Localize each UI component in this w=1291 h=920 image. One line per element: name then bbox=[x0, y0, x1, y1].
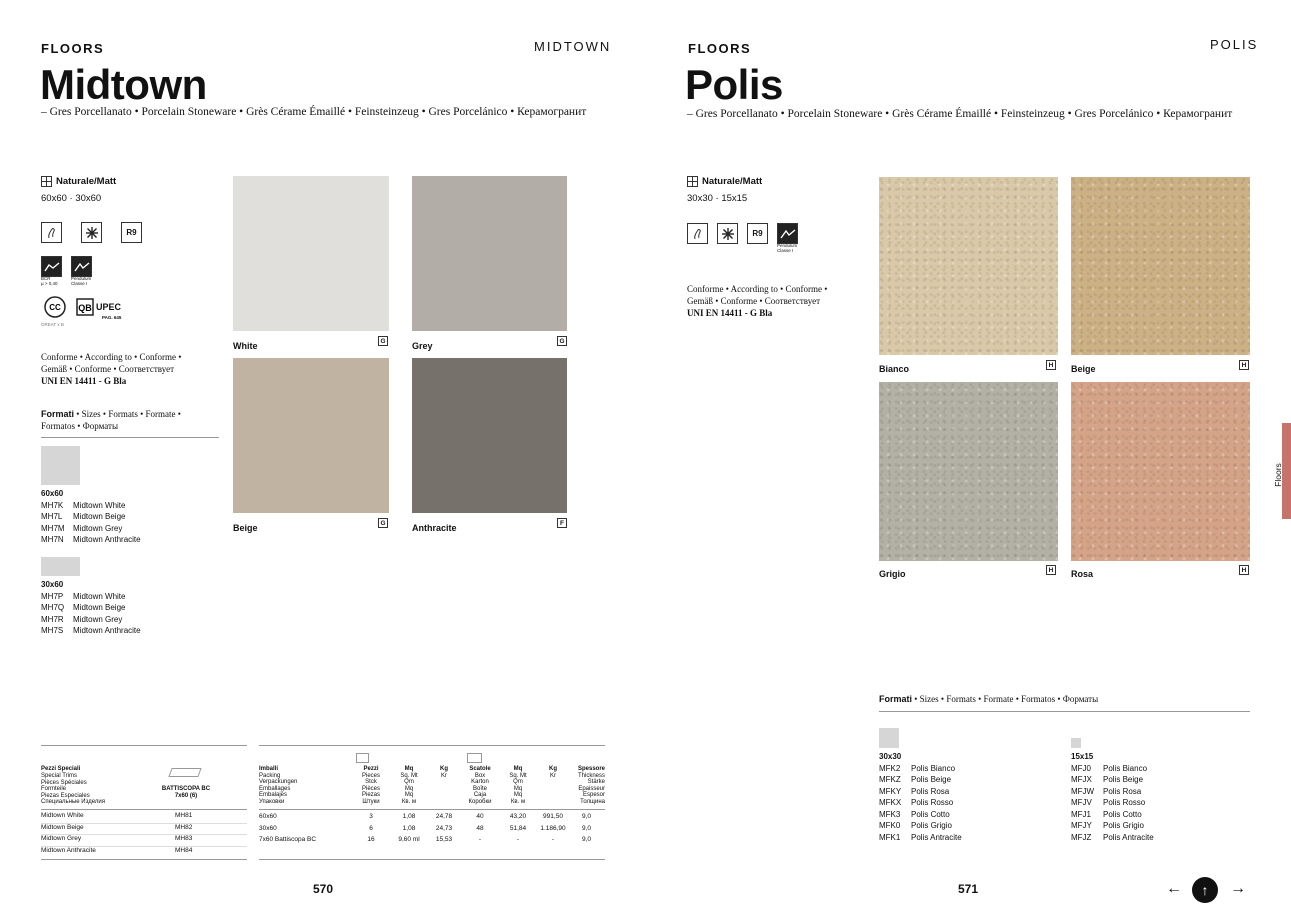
tile-label-bianco: Bianco bbox=[879, 364, 910, 374]
table-row: Midtown Beige MH82 bbox=[41, 824, 247, 836]
tile-grade-white: G bbox=[378, 336, 388, 346]
upec-icon bbox=[76, 298, 94, 316]
foot-icon bbox=[687, 223, 708, 244]
left-finish bbox=[41, 176, 116, 187]
trims-bottom-rule bbox=[41, 859, 247, 860]
right-formats-rule bbox=[879, 711, 1250, 712]
right-section-label: FLOORS bbox=[688, 41, 752, 56]
pendulum-label: Pendulum bbox=[71, 276, 92, 281]
left-material-languages: – Gres Porcellanato • Porcelain Stoneware • Grès Cérame Émaillé • Feinsteinzeug • Gres Porcelánico • Керамогранит bbox=[41, 106, 587, 118]
upec-badge bbox=[76, 298, 121, 321]
tile-label-beige: Beige bbox=[233, 523, 258, 533]
finish-icon bbox=[41, 176, 52, 187]
right-finish-label: Naturale/Matt bbox=[702, 176, 763, 187]
right-conformity-line-1: Conforme • According to • Conforme • bbox=[687, 284, 828, 294]
tile-label-white: White bbox=[233, 341, 258, 351]
side-tab-label: Floors bbox=[1273, 463, 1283, 487]
trims-rows bbox=[41, 812, 247, 858]
bcr-value: µ > 0,40 bbox=[41, 280, 58, 286]
pendulum-class: Classe I bbox=[71, 280, 88, 286]
right-conformity-line-2: Gemäß • Conforme • Соответствует bbox=[687, 296, 821, 306]
list-item: MFJ1 Polis Cotto bbox=[1071, 809, 1142, 819]
next-page-button[interactable]: → bbox=[1230, 880, 1246, 897]
left-icons-row-2 bbox=[41, 256, 92, 287]
bcr-label: BCR bbox=[41, 276, 51, 281]
packing-header: Imballi Packing Verpackungen Emballages Embalajes Упаковки Pezzi Pieces Stck Pièces Piezas Штуки Mq Sq. Mt Qm Mq Mq Кв. м Kg Kr Scatole Box Karton Boîte Caja Коробки Mq Sq. Mt Qm Mq Mq Кв. м Kg Kr Spessore Thickness Stärke Epaisseur Espesor Толщина bbox=[259, 766, 605, 805]
tile-grade-rosa: H bbox=[1239, 565, 1249, 575]
left-formats-rule bbox=[41, 437, 219, 438]
tile-image-grigio[interactable] bbox=[879, 382, 1058, 561]
scroll-top-button[interactable]: ↑ bbox=[1192, 877, 1218, 903]
format-size: 30x60 bbox=[41, 580, 64, 589]
right-finish bbox=[687, 176, 762, 187]
right-page-title: Polis bbox=[685, 61, 783, 108]
upec-label: UPEC bbox=[96, 302, 122, 312]
left-sizes: 60x60 · 30x60 bbox=[41, 193, 102, 204]
format-swatch-60x60 bbox=[41, 446, 80, 485]
trims-mid-rule bbox=[41, 809, 247, 810]
format-swatch-30x60 bbox=[41, 557, 80, 576]
list-item: MFK1 Polis Antracite bbox=[879, 832, 962, 842]
frost-resistant-icon bbox=[81, 222, 102, 243]
list-item: MFJV Polis Rosso bbox=[1071, 798, 1146, 807]
right-formats-heading bbox=[879, 693, 1098, 705]
packing-bottom-rule bbox=[259, 859, 605, 860]
foot-icon bbox=[41, 222, 62, 243]
right-standard: UNI EN 14411 - G Bla bbox=[687, 308, 773, 318]
list-item: MFJX Polis Beige bbox=[1071, 775, 1144, 784]
list-item: MH7M Midtown Grey bbox=[41, 523, 123, 533]
left-formats-head: Formati bbox=[41, 409, 75, 419]
packing-top-rule bbox=[259, 745, 605, 746]
trims-head-title: Pezzi Speciali bbox=[41, 766, 81, 772]
carton-icon bbox=[467, 753, 482, 763]
left-icons-row-1 bbox=[41, 222, 142, 243]
piece-box-icon bbox=[356, 753, 369, 763]
pendulum-class: Classe I bbox=[777, 247, 794, 253]
tile-image-bianco[interactable] bbox=[879, 177, 1058, 355]
great-badge bbox=[41, 296, 69, 328]
section-side-tab[interactable] bbox=[1282, 423, 1291, 519]
right-conformity bbox=[687, 283, 827, 319]
packing-table bbox=[259, 766, 605, 806]
left-formats-heading bbox=[41, 408, 181, 432]
left-conformity-line-1: Conforme • According to • Conforme • bbox=[41, 352, 182, 362]
list-item: MFKX Polis Rosso bbox=[879, 798, 954, 807]
list-item: MFK3 Polis Cotto bbox=[879, 809, 950, 819]
trims-piece: BATTISCOPA BC 7x60 (6) bbox=[161, 786, 211, 799]
tile-label-anthracite: Anthracite bbox=[412, 523, 457, 533]
format-size: 30x30 bbox=[879, 752, 902, 761]
list-item: MH7K Midtown White bbox=[41, 500, 126, 510]
tile-image-white[interactable] bbox=[233, 176, 389, 331]
tile-image-anthracite[interactable] bbox=[412, 358, 567, 513]
list-item: MH7S Midtown Anthracite bbox=[41, 626, 141, 635]
left-finish-label: Naturale/Matt bbox=[56, 176, 117, 187]
list-item: MFK0 Polis Grigio bbox=[879, 821, 952, 830]
upec-ref: PAG. 645 bbox=[102, 315, 122, 320]
right-collection-label: POLIS bbox=[1210, 37, 1259, 52]
tile-image-rosa[interactable] bbox=[1071, 382, 1250, 561]
tile-grade-beige-polis: H bbox=[1239, 360, 1249, 370]
format-swatch-30x30 bbox=[879, 728, 899, 748]
right-sizes: 30x30 · 15x15 bbox=[687, 193, 748, 204]
tile-label-grigio: Grigio bbox=[879, 569, 906, 579]
format-size: 15x15 bbox=[1071, 752, 1094, 761]
pendulum-block bbox=[777, 223, 798, 254]
page-number-left: 570 bbox=[313, 882, 334, 896]
bcr-slip-icon bbox=[41, 256, 62, 277]
table-row: Midtown Grey MH83 bbox=[41, 835, 247, 847]
table-row: Midtown Anthracite MH84 bbox=[41, 846, 193, 854]
finish-icon bbox=[687, 176, 698, 187]
great-icon bbox=[41, 296, 69, 318]
frost-resistant-icon bbox=[717, 223, 738, 244]
list-item: MFKZ Polis Beige bbox=[879, 775, 952, 784]
tile-grade-bianco: H bbox=[1046, 360, 1056, 370]
pendulum-icon bbox=[777, 223, 798, 244]
left-conformity-line-2: Gemäß • Conforme • Соответствует bbox=[41, 364, 175, 374]
list-item: MFJW Polis Rosa bbox=[1071, 786, 1142, 796]
list-item: MFKY Polis Rosa bbox=[879, 786, 950, 796]
table-row: 7x60 Battiscopa BC 16 9,60 ml 15,53 - - - 9,0 bbox=[259, 836, 591, 843]
list-item: MH7N Midtown Anthracite bbox=[41, 535, 141, 544]
packing-rows bbox=[259, 811, 605, 846]
left-collection-label: MIDTOWN bbox=[534, 39, 612, 54]
tile-grade-grey: G bbox=[557, 336, 567, 346]
tile-grade-anthracite: F bbox=[557, 518, 567, 528]
left-page-title: Midtown bbox=[40, 61, 207, 108]
list-item: MFJY Polis Grigio bbox=[1071, 821, 1144, 830]
right-material-languages: – Gres Porcellanato • Porcelain Stoneware • Grès Cérame Émaillé • Feinsteinzeug • Gres Porcelánico • Керамогранит bbox=[687, 108, 1233, 120]
tile-image-beige[interactable] bbox=[233, 358, 389, 513]
table-row: 60x60 3 1,08 24,78 40 43,20 991,50 9,0 bbox=[259, 813, 591, 820]
list-item: MFK2 Polis Bianco bbox=[879, 763, 956, 773]
pendulum-label: Pendulum bbox=[777, 243, 798, 248]
left-format-group-2 bbox=[41, 579, 141, 637]
pendulum-icon bbox=[71, 256, 92, 277]
skirting-icon bbox=[168, 768, 201, 777]
table-row: Midtown White MH81 bbox=[41, 812, 247, 824]
list-item: MH7L Midtown Beige bbox=[41, 512, 126, 521]
tile-label-grey: Grey bbox=[412, 341, 433, 351]
bcr-block bbox=[41, 256, 62, 287]
list-item: MH7P Midtown White bbox=[41, 591, 126, 601]
left-conformity bbox=[41, 351, 181, 387]
tile-grade-beige: G bbox=[378, 518, 388, 528]
svg-text:CC: CC bbox=[49, 303, 61, 312]
page-number-right: 571 bbox=[958, 882, 979, 896]
tile-label-beige-polis: Beige bbox=[1071, 364, 1096, 374]
format-swatch-15x15 bbox=[1071, 738, 1081, 748]
great-label: GREAT x B bbox=[41, 322, 64, 327]
list-item: MFJ0 Polis Bianco bbox=[1071, 763, 1148, 773]
tile-label-rosa: Rosa bbox=[1071, 569, 1094, 579]
left-format-group-1 bbox=[41, 488, 141, 546]
right-icons-row bbox=[687, 223, 798, 254]
table-row: 30x60 6 1,08 24,73 48 51,84 1.186,90 9,0 bbox=[259, 824, 591, 832]
tile-image-beige-polis[interactable] bbox=[1071, 177, 1250, 355]
list-item: MH7R Midtown Grey bbox=[41, 614, 123, 624]
list-item: MH7Q Midtown Beige bbox=[41, 603, 126, 612]
left-formats-line-2: Formatos • Форматы bbox=[41, 421, 119, 431]
left-section-label: FLOORS bbox=[41, 41, 105, 56]
tile-grade-grigio: H bbox=[1046, 565, 1056, 575]
list-item: MFJZ Polis Antracite bbox=[1071, 832, 1154, 842]
svg-text:QB: QB bbox=[78, 303, 92, 313]
trims-head-labels: Special Trims Pièces Spéciales Formteile Piezas Especiales Специальные Изделия bbox=[41, 773, 105, 806]
left-standard: UNI EN 14411 - G Bla bbox=[41, 376, 127, 386]
prev-page-button[interactable]: ← bbox=[1166, 880, 1182, 897]
right-formats-line: • Sizes • Formats • Formate • Formatos • Форматы bbox=[914, 694, 1099, 704]
format-size: 60x60 bbox=[41, 489, 64, 498]
right-format-group-1 bbox=[879, 751, 962, 843]
tile-image-grey[interactable] bbox=[412, 176, 567, 331]
r9-slip-rating-icon: R9 bbox=[121, 222, 142, 243]
pendulum-block bbox=[71, 256, 92, 287]
right-formats-head: Formati bbox=[879, 694, 913, 704]
trims-top-rule bbox=[41, 745, 247, 746]
right-format-group-2 bbox=[1071, 751, 1154, 843]
packing-mid-rule bbox=[259, 809, 605, 810]
r9-slip-rating-icon: R9 bbox=[747, 223, 768, 244]
left-formats-line-1: • Sizes • Formats • Formate • bbox=[76, 409, 181, 419]
